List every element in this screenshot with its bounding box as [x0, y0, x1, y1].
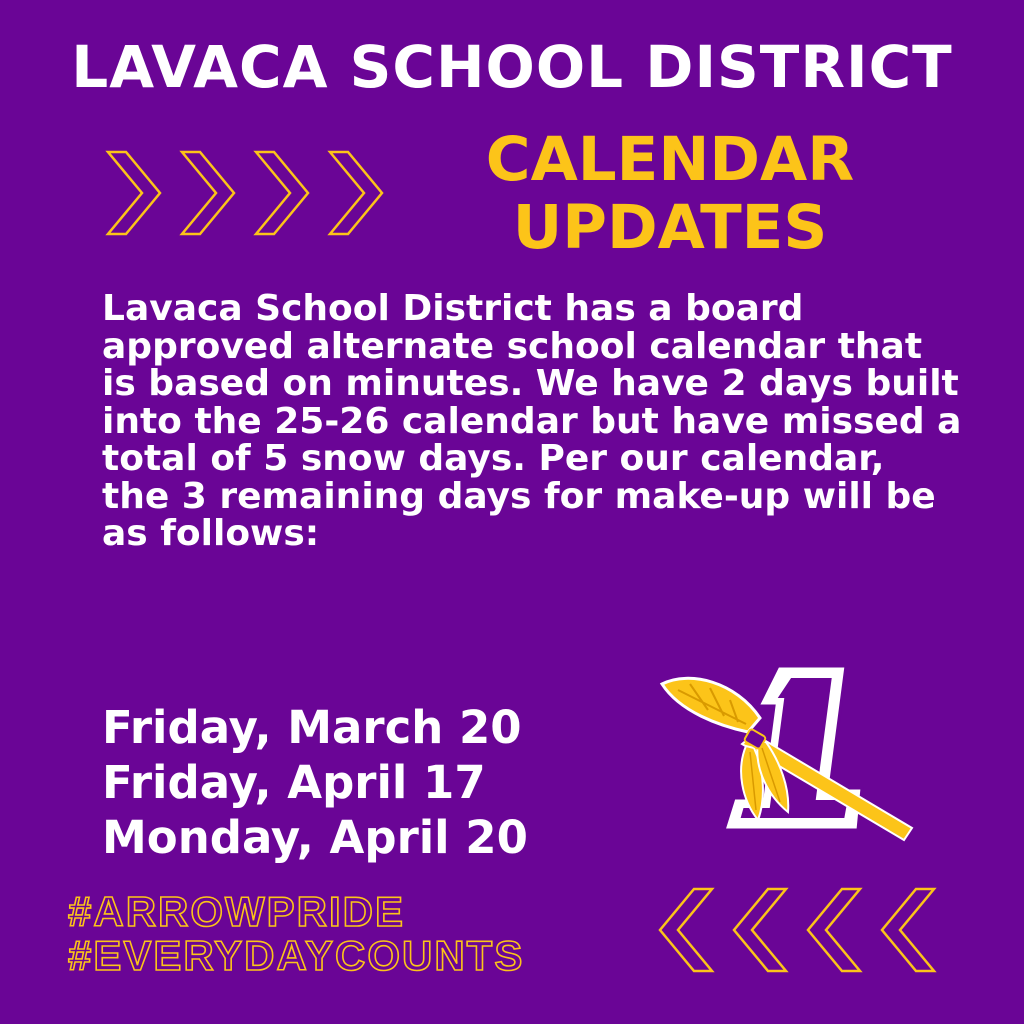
chevron-right-icon: [256, 152, 308, 234]
chevron-left-icon: [734, 889, 786, 971]
makeup-dates-list: [102, 700, 528, 865]
arrowhead-l-logo: [650, 660, 920, 850]
subtitle-line-updates: UPDATES: [512, 192, 828, 263]
hashtag-arrowpride: #ARROWPRIDE: [68, 888, 406, 935]
chevron-right-icons: [100, 148, 400, 238]
makeup-date: Monday, April 20: [102, 811, 528, 864]
makeup-date: Friday, March 20: [102, 701, 522, 754]
announcement-text: Lavaca School District has a board approved alternate school calendar that is based on minutes. We have 2 days built into the 25-26 calendar but have missed a total of 5 snow days. Per our calendar, the 3 remaining days for make-up will be as follows:: [102, 288, 962, 554]
hashtag-everydaycounts: #EVERYDAYCOUNTS: [68, 932, 525, 979]
subtitle: [430, 126, 910, 262]
chevron-right-icon: [330, 152, 382, 234]
makeup-date: Friday, April 17: [102, 756, 486, 809]
chevron-left-icon: [660, 889, 712, 971]
chevron-left-icon: [808, 889, 860, 971]
chevron-left-icon: [882, 889, 934, 971]
hashtags: [68, 890, 524, 978]
chevron-right-icon: [182, 152, 234, 234]
chevron-right-icon: [108, 152, 160, 234]
subtitle-line-calendar: CALENDAR: [485, 124, 855, 195]
chevron-left-icons: [652, 885, 952, 975]
page-title: LAVACA SCHOOL DISTRICT: [71, 33, 953, 101]
